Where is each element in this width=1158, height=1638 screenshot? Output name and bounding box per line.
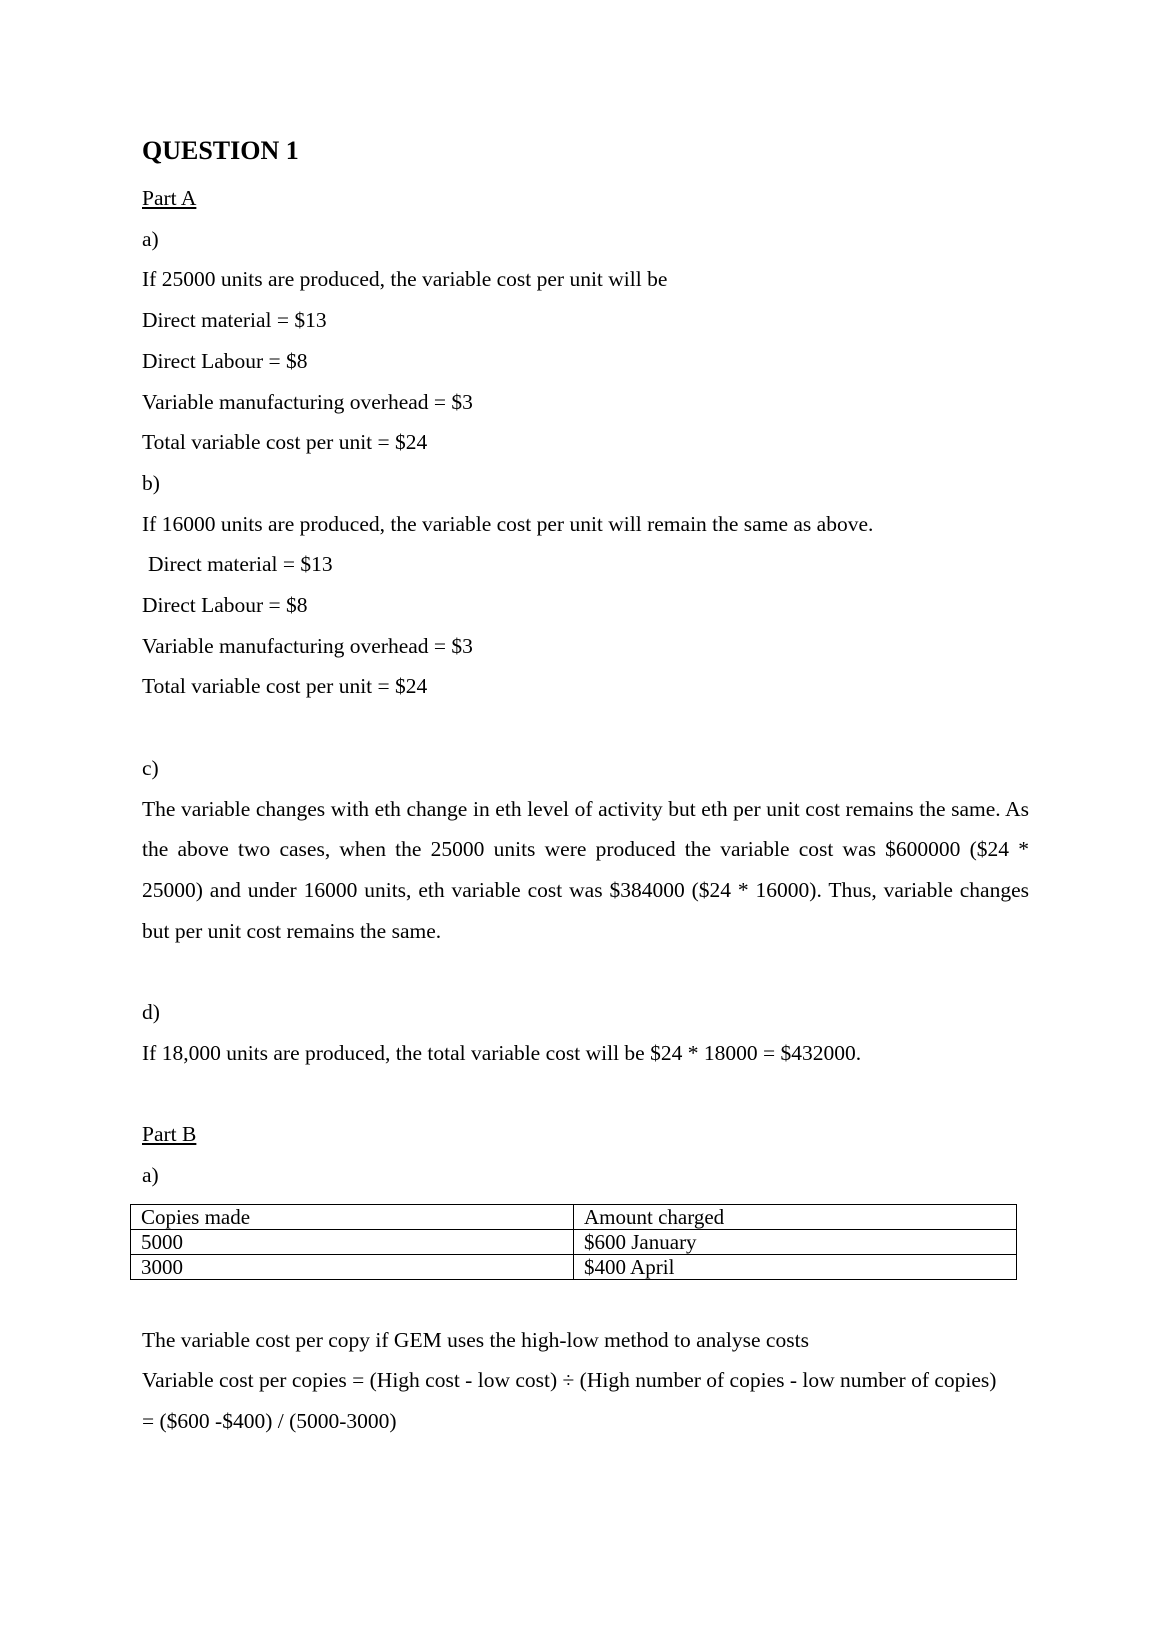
table-cell: $400 April <box>574 1254 1017 1279</box>
direct-material-line: Direct material = $13 <box>148 552 333 577</box>
part-b-a-label: a) <box>142 1162 159 1187</box>
copies-table-wrapper <box>130 1204 1017 1280</box>
part-a-c-label: c) <box>142 755 159 780</box>
part-a-a-label: a) <box>142 226 159 251</box>
part-a-d-text: If 18,000 units are produced, the total variable cost will be $24 * 18000 = $432000. <box>142 1040 862 1065</box>
total-variable-cost-line: Total variable cost per unit = $24 <box>142 430 428 455</box>
table-cell: $600 January <box>574 1229 1017 1254</box>
spacer <box>142 707 1029 748</box>
table-header-cell: Amount charged <box>574 1204 1017 1229</box>
part-b-heading: Part B <box>142 1122 197 1147</box>
direct-labour-line: Direct Labour = $8 <box>142 348 308 373</box>
variable-overhead-line: Variable manufacturing overhead = $3 <box>142 389 473 414</box>
spacer <box>142 1280 1029 1320</box>
direct-labour-line: Direct Labour = $8 <box>142 593 308 618</box>
part-a-b-label: b) <box>142 470 160 495</box>
part-a-heading: Part A <box>142 186 197 210</box>
table-row <box>131 1254 1017 1279</box>
direct-material-line: Direct material = $13 <box>142 308 327 333</box>
spacer <box>142 951 1029 992</box>
variable-cost-formula: Variable cost per copies = (High cost - low cost) ÷ (High number of copies - low number of copies) <box>142 1368 997 1393</box>
spacer <box>142 1073 1029 1114</box>
variable-overhead-line: Variable manufacturing overhead = $3 <box>142 633 473 658</box>
variable-cost-calculation: = ($600 -$400) / (5000-3000) <box>142 1408 397 1433</box>
table-cell: 5000 <box>131 1229 574 1254</box>
part-b-a-intro: The variable cost per copy if GEM uses the high-low method to analyse costs <box>142 1327 809 1352</box>
part-a-b-intro: If 16000 units are produced, the variable cost per unit will remain the same as above. <box>142 511 874 536</box>
copies-table <box>130 1204 1017 1280</box>
table-header-row <box>131 1204 1017 1229</box>
question-title: QUESTION 1 <box>142 136 299 165</box>
part-a-c-paragraph: The variable changes with eth change in eth level of activity but eth per unit cost remains the same. As the above two cases, when the 25000 units were produced the variable cost was $600000 ($24 * 25000) and under 16000 units, eth variable cost was $384000 ($24 * 16000). Thus, variable changes but per unit cost remains the same. <box>142 796 1029 943</box>
table-header-cell: Copies made <box>131 1204 574 1229</box>
document-page <box>142 136 1029 1442</box>
table-cell: 3000 <box>131 1254 574 1279</box>
table-row <box>131 1229 1017 1254</box>
part-a-a-intro: If 25000 units are produced, the variable cost per unit will be <box>142 267 668 292</box>
part-a-d-label: d) <box>142 1000 160 1025</box>
total-variable-cost-line: Total variable cost per unit = $24 <box>142 674 428 699</box>
